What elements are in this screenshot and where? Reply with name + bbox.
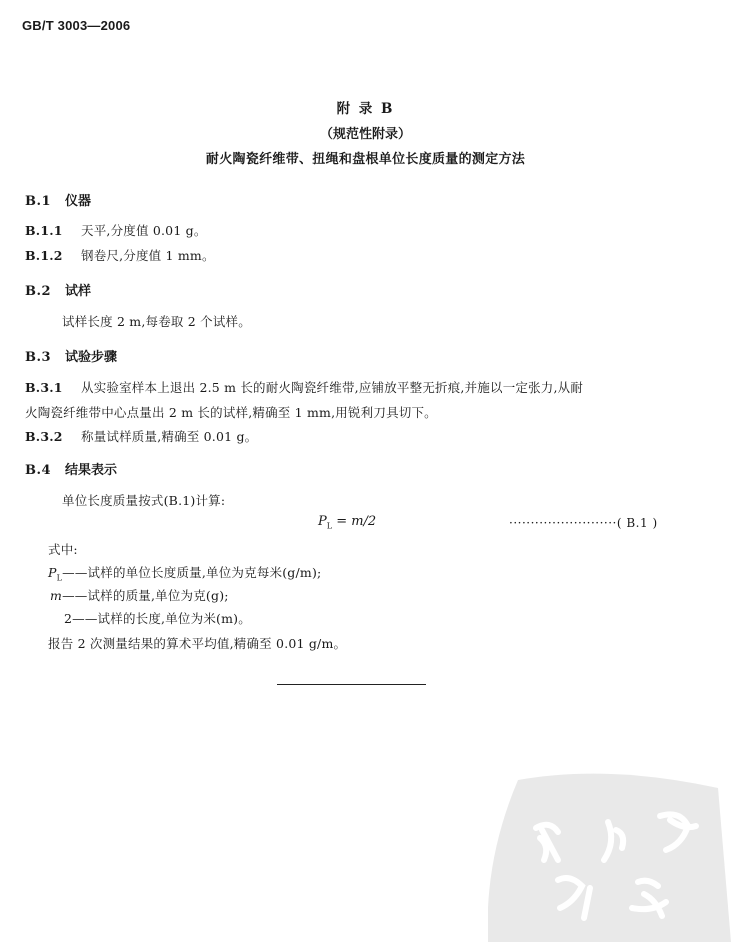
formula-intro: 单位长度质量按式(B.1)计算:: [62, 493, 226, 508]
annex-name: 耐火陶瓷纤维带、扭绳和盘根单位长度质量的测定方法: [205, 152, 526, 167]
clause-b3-1-line1: [25, 378, 583, 396]
standard-number: GB/T 3003—2006: [22, 18, 131, 33]
section-title: 试验步骤: [65, 350, 118, 365]
clause-b3-2: [25, 427, 257, 445]
annex-nature: （规范性附录）: [319, 127, 411, 142]
definition-text: ——试样的长度,单位为米(m)。: [72, 611, 251, 626]
definition-pl: [48, 563, 321, 583]
definition-m: [50, 586, 229, 604]
annex-title: 附 录 B: [336, 101, 395, 117]
clause-b2-text: 试样长度 2 m,每卷取 2 个试样。: [62, 314, 251, 329]
clause-text: 从实验室样本上退出 2.5 m 长的耐火陶瓷纤维带,应铺放平整无折痕,并施以一定张力,从耐: [81, 380, 584, 395]
formula-lhs: P: [318, 514, 327, 529]
section-b1-heading: [25, 190, 91, 209]
section-number: B.3: [25, 350, 52, 365]
clause-b1-2: [25, 246, 215, 264]
definition-symbol: P: [48, 565, 57, 580]
definition-text: ——试样的单位长度质量,单位为克每米(g/m);: [62, 565, 322, 580]
formula-rhs: = m/2: [336, 514, 377, 529]
definition-subscript: L: [56, 573, 63, 583]
clause-number: B.3.1: [25, 380, 63, 395]
where-label: 式中:: [48, 542, 78, 557]
section-number: B.4: [25, 463, 52, 478]
equation-number: ·························( B.1 ): [509, 516, 658, 530]
clause-text: 称量试样质量,精确至 0.01 g。: [81, 429, 258, 444]
clause-number: B.1.1: [25, 223, 63, 238]
end-rule: [277, 684, 426, 685]
formula-lhs-subscript: L: [326, 521, 333, 531]
section-b3-heading: [25, 346, 117, 365]
section-b2-heading: [25, 280, 91, 299]
definition-symbol: m: [50, 588, 63, 603]
section-title: 结果表示: [65, 463, 118, 478]
section-number: B.1: [25, 194, 52, 209]
report-statement: 报告 2 次测量结果的算术平均值,精确至 0.01 g/m。: [48, 636, 347, 651]
clause-number: B.1.2: [25, 248, 63, 263]
section-title: 试样: [65, 284, 92, 299]
definition-text: ——试样的质量,单位为克(g);: [62, 588, 229, 603]
clause-b1-1: [25, 221, 207, 239]
section-title: 仪器: [65, 194, 92, 209]
clause-text: 天平,分度值 0.01 g。: [81, 223, 207, 238]
clause-b3-1-line2: 火陶瓷纤维带中心点量出 2 m 长的试样,精确至 1 mm,用锐利刀具切下。: [25, 405, 437, 420]
section-number: B.2: [25, 284, 52, 299]
definition-2: [64, 609, 251, 627]
definition-symbol: 2: [64, 611, 73, 626]
section-b4-heading: [25, 459, 117, 478]
clause-number: B.3.2: [25, 429, 63, 444]
clause-text: 钢卷尺,分度值 1 mm。: [81, 248, 215, 263]
formula-b1: [318, 514, 376, 531]
watermark-seal: [488, 770, 731, 946]
